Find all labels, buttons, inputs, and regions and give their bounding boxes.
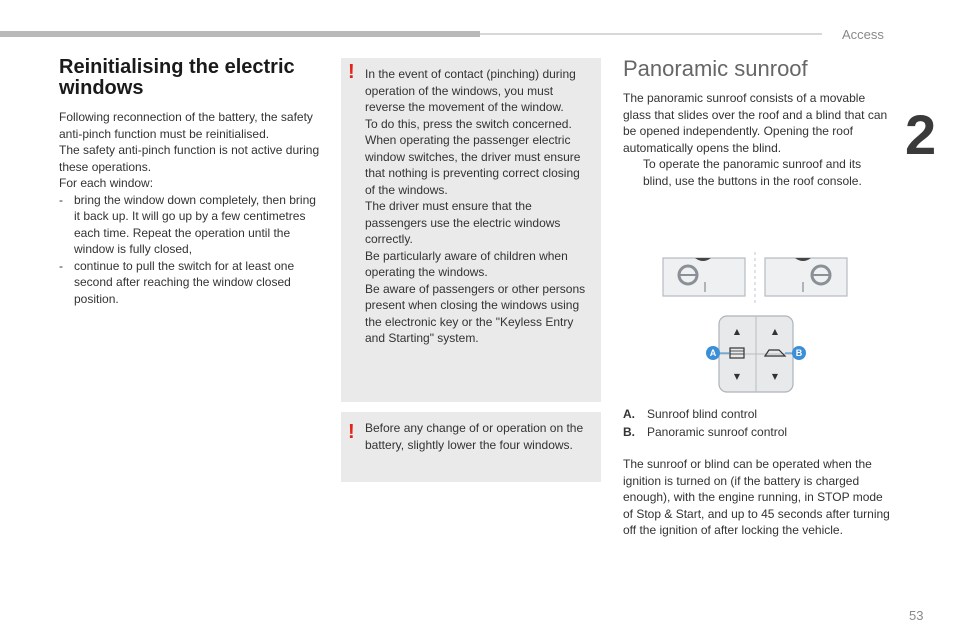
warning-text <box>365 420 593 453</box>
arrow-up-icon: ▲ <box>733 327 741 336</box>
chapter-number: 2 <box>905 103 937 166</box>
section-heading: Panoramic sunroof <box>623 56 808 81</box>
arrow-up-icon: ▲ <box>771 327 779 336</box>
legend-key: B. <box>623 425 635 439</box>
instruction-item <box>623 156 891 189</box>
warning-icon: ! <box>348 61 355 83</box>
paragraph: The safety anti-pinch function is not active during these operations. <box>59 143 320 174</box>
arrow-down-icon: ▼ <box>771 372 779 381</box>
sunroof-conditions <box>623 456 891 539</box>
callout-label-a: A <box>709 348 717 358</box>
dash-marker: - <box>59 192 63 207</box>
arrow-down-icon: ▼ <box>733 372 741 381</box>
warning-box <box>341 58 601 402</box>
right-seat-diagram <box>765 258 847 296</box>
warning-line: In the event of contact (pinching) during operation of the windows, you must reverse the movement of the window. <box>365 67 576 114</box>
header-bar <box>0 31 480 37</box>
legend-text: Panoramic sunroof control <box>647 425 788 439</box>
warning-box <box>341 412 601 482</box>
legend <box>623 405 891 441</box>
dash-marker: - <box>59 258 63 273</box>
warning-text <box>365 66 593 347</box>
warning-line: Before any change of or operation on the battery, slightly lower the four windows. <box>365 421 584 452</box>
warning-icon: ! <box>348 421 355 443</box>
paragraph: For each window: <box>59 176 154 190</box>
page-number: 53 <box>909 608 924 623</box>
section-heading: Reinitialising the electric windows <box>59 56 295 99</box>
warning-line: To do this, press the switch concerned. <box>365 116 572 131</box>
legend-key: A. <box>623 407 635 421</box>
console-panel <box>719 316 793 392</box>
step-item <box>59 192 324 258</box>
legend-text: Sunroof blind control <box>647 407 758 421</box>
header-rule <box>480 33 822 35</box>
roof-console-illustration <box>655 248 855 398</box>
paragraph: The panoramic sunroof consists of a movable glass that slides over the roof and a blind that can be opened independently. Opening the roof automatically opens the blind. <box>623 91 888 155</box>
step-item <box>59 258 324 308</box>
left-seat-diagram <box>663 258 745 296</box>
callout-label-b: B <box>795 348 803 358</box>
warning-line: When operating the passenger electric window switches, the driver must ensure that nothing is preventing correct closing of the windows. <box>365 133 581 197</box>
legend-item <box>623 423 891 441</box>
section-title: Access <box>842 27 884 42</box>
warning-line: The driver must ensure that the passengers use the electric windows correctly. <box>365 199 561 246</box>
step-text: bring the window down completely, then bring it back up. It will go up by a few centimetres each time. Repeat the operation until the window is fully closed, <box>74 192 316 256</box>
paragraph: Following reconnection of the battery, the safety anti-pinch function must be reinitialised. <box>59 110 313 141</box>
reinit-section <box>59 57 324 307</box>
step-text: continue to pull the switch for at least one second after reaching the window closed position. <box>74 258 295 306</box>
paragraph: The sunroof or blind can be operated when the ignition is turned on (if the battery is charged enough), with the engine running, in STOP mode of Stop & Start, and up to 45 seconds after turning off the ignition of after locking the vehicle. <box>623 457 890 537</box>
sunroof-section <box>623 56 891 189</box>
warning-line: Be particularly aware of children when operating the windows. <box>365 248 568 279</box>
instruction-text: To operate the panoramic sunroof and its blind, use the buttons in the roof console. <box>643 157 862 188</box>
legend-item <box>623 405 891 423</box>
warning-line: Be aware of passengers or other persons present when closing the windows using the electronic key or the "Keyless Entry and Starting" system. <box>365 281 586 345</box>
